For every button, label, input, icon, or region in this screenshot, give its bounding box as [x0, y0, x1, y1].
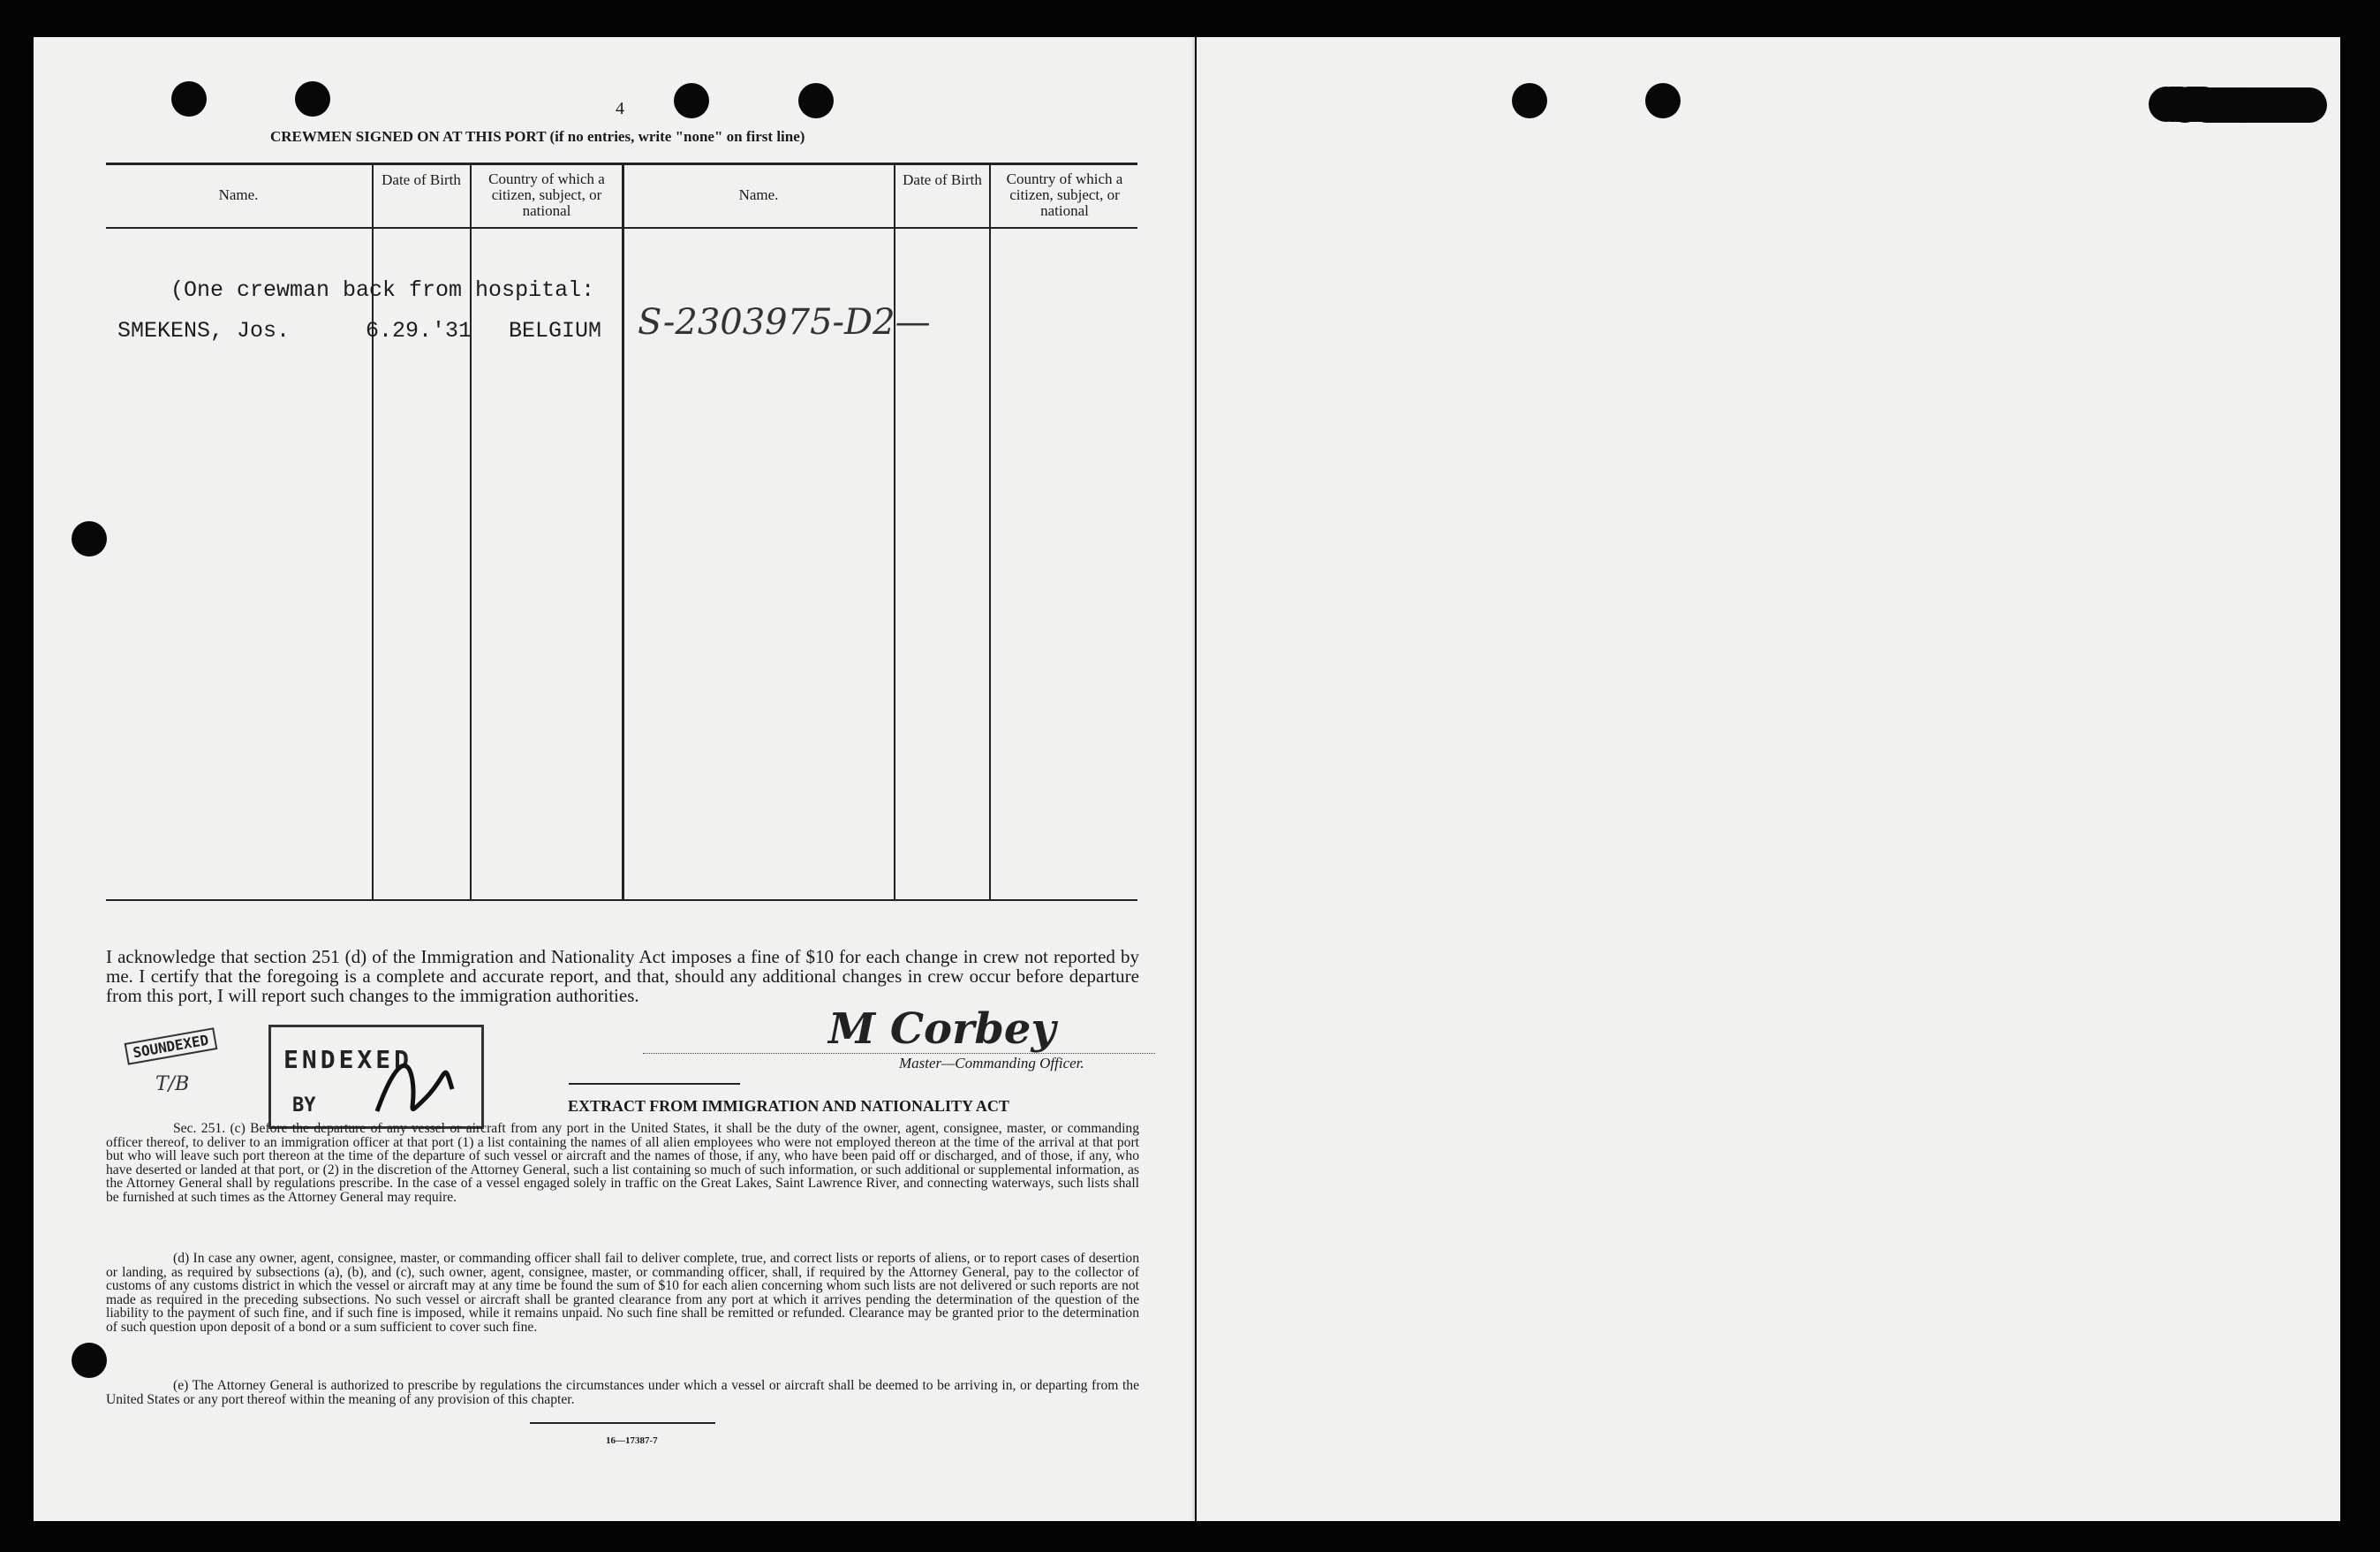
soundexed-mark: T/B: [155, 1073, 190, 1095]
row-note-hospital: (One crewman back from hospital:: [170, 277, 595, 303]
endexed-initials: [359, 1045, 465, 1124]
endexed-by: BY: [292, 1094, 316, 1117]
sec-251-c: Sec. 251. (c) Before the departure of any vessel or aircraft from any port in the United States, it shall be the duty of the owner, agent, consignee, master, or commanding officer thereof, to deliver to an immigration officer at that port (1) a list containing the names of all alien employees who were not employed thereon at the time of the arrival at that port but who will leave such port thereon at the time of the departure of such vessel or aircraft and the names of those, if any, who have been paid off or discharged, and of those, if any, who have deserted or landed at that port, or (2) in the discretion of the Attorney General, such a list containing so much of such information, or such additional or supplemental information, as the Attorney General shall by regulations prescribe. In the case of a vessel engaged solely in traffic on the Great Lakes, Saint Lawrence River, and connecting waterways, such lists shall be furnished at such times as the Attorney General may require.: [106, 1121, 1139, 1205]
left-form-code: 16—17387-7: [606, 1435, 658, 1446]
crew-handwritten-number: S-2303975-D2—: [638, 302, 931, 343]
punch-hole: [798, 83, 834, 118]
right-page: [1197, 37, 2340, 1521]
extract-title: EXTRACT FROM IMMIGRATION AND NATIONALITY ACT: [568, 1097, 1009, 1115]
page-number: 4: [616, 99, 624, 118]
col-dob: Date of Birth: [382, 171, 461, 188]
crew-name: SMEKENS, Jos.: [117, 318, 291, 344]
col-name: Name.: [218, 186, 259, 203]
sec-251-e: (e) The Attorney General is authorized to prescribe by regulations the circumstances under which a vessel or aircraft shall be deemed to be arriving in, or departing from the United States or any port thereof within the meaning of any provision of this chapter.: [106, 1378, 1139, 1407]
signature-caption: Master—Commanding Officer.: [899, 1055, 1084, 1071]
punch-hole: [171, 81, 207, 117]
master-signature: M Corbey: [828, 1004, 1056, 1054]
col-name-2: Name.: [738, 186, 779, 203]
punch-hole: [72, 1343, 107, 1378]
punch-hole: [1645, 83, 1681, 118]
col-dob-2: Date of Birth: [903, 171, 982, 188]
punch-hole: [72, 521, 107, 556]
endexed-stamp: [268, 1025, 484, 1129]
punch-hole: [1512, 83, 1547, 118]
col-country: Country of which a citizen, subject, or national: [488, 170, 605, 219]
crew-dob: 6.29.'31: [366, 318, 472, 344]
endexed-stamp-text: ENDEXED: [283, 1045, 413, 1074]
left-page: [34, 37, 1195, 1521]
soundexed-stamp: SOUNDEXED: [125, 1027, 217, 1064]
acknowledgment: I acknowledge that section 251 (d) of the Immigration and Nationality Act imposes a fine of $10 for each change in crew not reported by me. I certify that the foregoing is a complete and accurate report, and that, should any additional changes in crew occur before departure from this port, I will report such changes to the immigration authorities.: [106, 946, 1139, 1006]
crew-country: BELGIUM: [509, 318, 602, 344]
col-country-2: Country of which a citizen, subject, or national: [1006, 170, 1123, 219]
punch-hole: [674, 83, 709, 118]
punch-hole: [295, 81, 330, 117]
crew-signed-header: CREWMEN SIGNED ON AT THIS PORT (if no entries, write "none" on first line): [270, 128, 805, 145]
sec-251-d: (d) In case any owner, agent, consignee, master, or commanding officer shall fail to deliver complete, true, and correct lists or reports of aliens, or to report cases of desertion or landing, as required by subsections (a), (b), and (c), such owner, agent, consignee, master, or commanding officer, shall, if required by the Attorney General, pay to the collector of customs of any customs district in which the vessel or aircraft may at any time be found the sum of $10 for each alien concerning whom such lists are not delivered or such reports are not made as required in the preceding subsections. No such vessel or aircraft shall be granted clearance from any port at which it arrives pending the determination of the question of the liability to the payment of such fine, and if such fine is imposed, while it remains unpaid. No such fine shall be remitted or refunded. Clearance may be granted prior to the determination of such question upon deposit of a bond or a sum sufficient to cover such fine.: [106, 1251, 1139, 1335]
